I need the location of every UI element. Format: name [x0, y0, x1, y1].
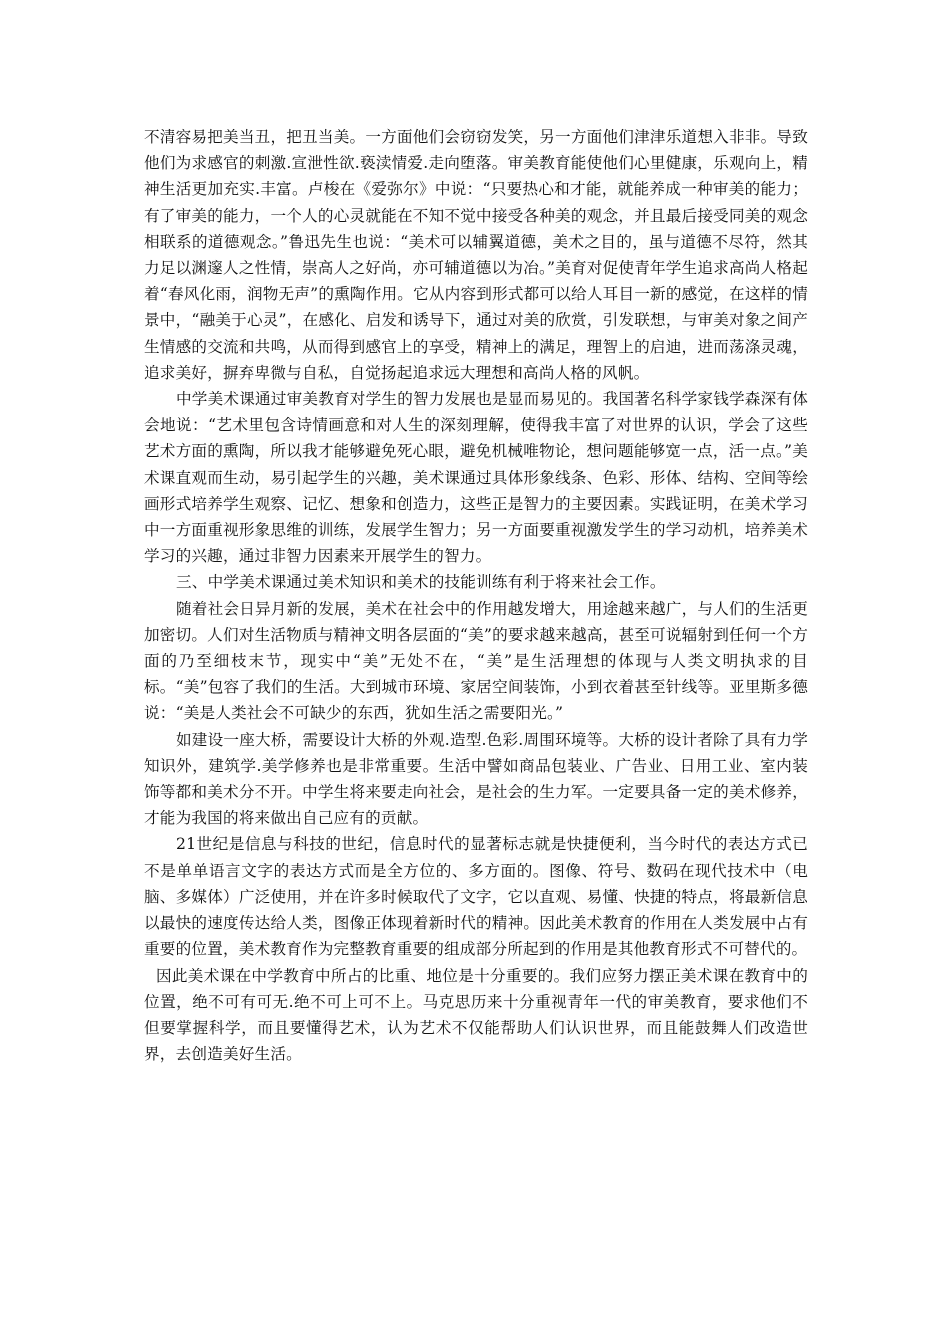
document-body: [144, 124, 808, 1067]
paragraph-bridge-example: 如建设一座大桥，需要设计大桥的外观.造型.色彩.周围环境等。大桥的设计者除了具有力学知识外，建筑学.美学修养也是非常重要。生活中譬如商品包装业、广告业、日用工业、室内装饰等都和美术分不开。中学生将来要走向社会，是社会的生力军。一定要具备一定的美术修养，才能为我国的将来做出自己应有的贡献。: [144, 730, 808, 828]
section-heading-three: 三、中学美术课通过美术知识和美术的技能训练有利于将来社会工作。: [176, 573, 666, 592]
paragraph-intellectual-development: 中学美术课通过审美教育对学生的智力发展也是显而易见的。我国著名科学家钱学森深有体会地说：“艺术里包含诗情画意和对人生的深刻理解，使得我丰富了对世界的认识，学会了这些艺术方面的熏陶，所以我才能够避免死心眼，避免机械唯物论，想问题能够宽一点，活一点。”美术课直观而生动，易引起学生的兴趣，美术课通过具体形象线条、色彩、形体、结构、空间等绘画形式培养学生观察、记忆、想象和创造力，这些正是智力的主要因素。实践证明，在美术学习中一方面重视形象思维的训练，发展学生智力；另一方面要重视激发学生的学习动机，培养美术学习的兴趣，通过非智力因素来开展学生的智力。: [144, 390, 808, 566]
paragraph-information-age: 21世纪是信息与科技的世纪，信息时代的显著标志就是快捷便利，当今时代的表达方式已不是单单语言文字的表达方式而是全方位的、多方面的。图像、符号、数码在现代技术中（电脑、多媒体）广泛使用，并在许多时候取代了文字，它以直观、易懂、快捷的特点，将最新信息以最快的速度传达给人类，图像正体现着新时代的精神。因此美术教育的作用在人类发展中占有重要的位置，美术教育作为完整教育重要的组成部分所起到的作用是其他教育形式不可替代的。: [144, 835, 808, 959]
paragraph-social-development: 随着社会日异月新的发展，美术在社会中的作用越发增大，用途越来越广，与人们的生活更加密切。人们对生活物质与精神文明各层面的“美”的要求越来越高，甚至可说辐射到任何一个方面的乃至细枝末节，现实中“美”无处不在，“美”是生活理想的体现与人类文明执求的目标。“美”包容了我们的生活。大到城市环境、家居空间装饰，小到衣着甚至针线等。亚里斯多德说：“美是人类社会不可缺少的东西，犹如生活之需要阳光。”: [144, 599, 808, 723]
paragraph-conclusion: 因此美术课在中学教育中所占的比重、地位是十分重要的。我们应努力摆正美术课在教育中的位置，绝不可有可无.绝不可上可不上。马克思历来十分重视青年一代的审美教育，要求他们不但要掌握科学，而且要懂得艺术，认为艺术不仅能帮助人们认识世界，而且能鼓舞人们改造世界，去创造美好生活。: [144, 966, 808, 1064]
paragraph-aesthetic-education: 不清容易把美当丑，把丑当美。一方面他们会窃窃发笑，另一方面他们津津乐道想入非非。导致他们为求感官的刺激.宣泄性欲.亵渎情爱.走向堕落。审美教育能使他们心里健康，乐观向上，精神生活更加充实.丰富。卢梭在《爱弥尔》中说：“只要热心和才能，就能养成一种审美的能力；有了审美的能力，一个人的心灵就能在不知不觉中接受各种美的观念，并且最后接受同美的观念相联系的道德观念。”鲁迅先生也说：“美术可以辅翼道德，美术之目的，虽与道德不尽符，然其力足以渊邃人之性情，崇高人之好尚，亦可辅道德以为冶。”美育对促使青年学生追求高尚人格起着“春风化雨，润物无声”的熏陶作用。它从内容到形式都可以给人耳目一新的感觉，在这样的情景中，“融美于心灵”，在感化、启发和诱导下，通过对美的欣赏，引发联想，与审美对象之间产生情感的交流和共鸣，从而得到感官上的享受，精神上的满足，理智上的启迪，进而荡涤灵魂，追求美好，摒弃卑微与自私，自觉扬起追求远大理想和高尚人格的风帆。: [144, 128, 808, 382]
